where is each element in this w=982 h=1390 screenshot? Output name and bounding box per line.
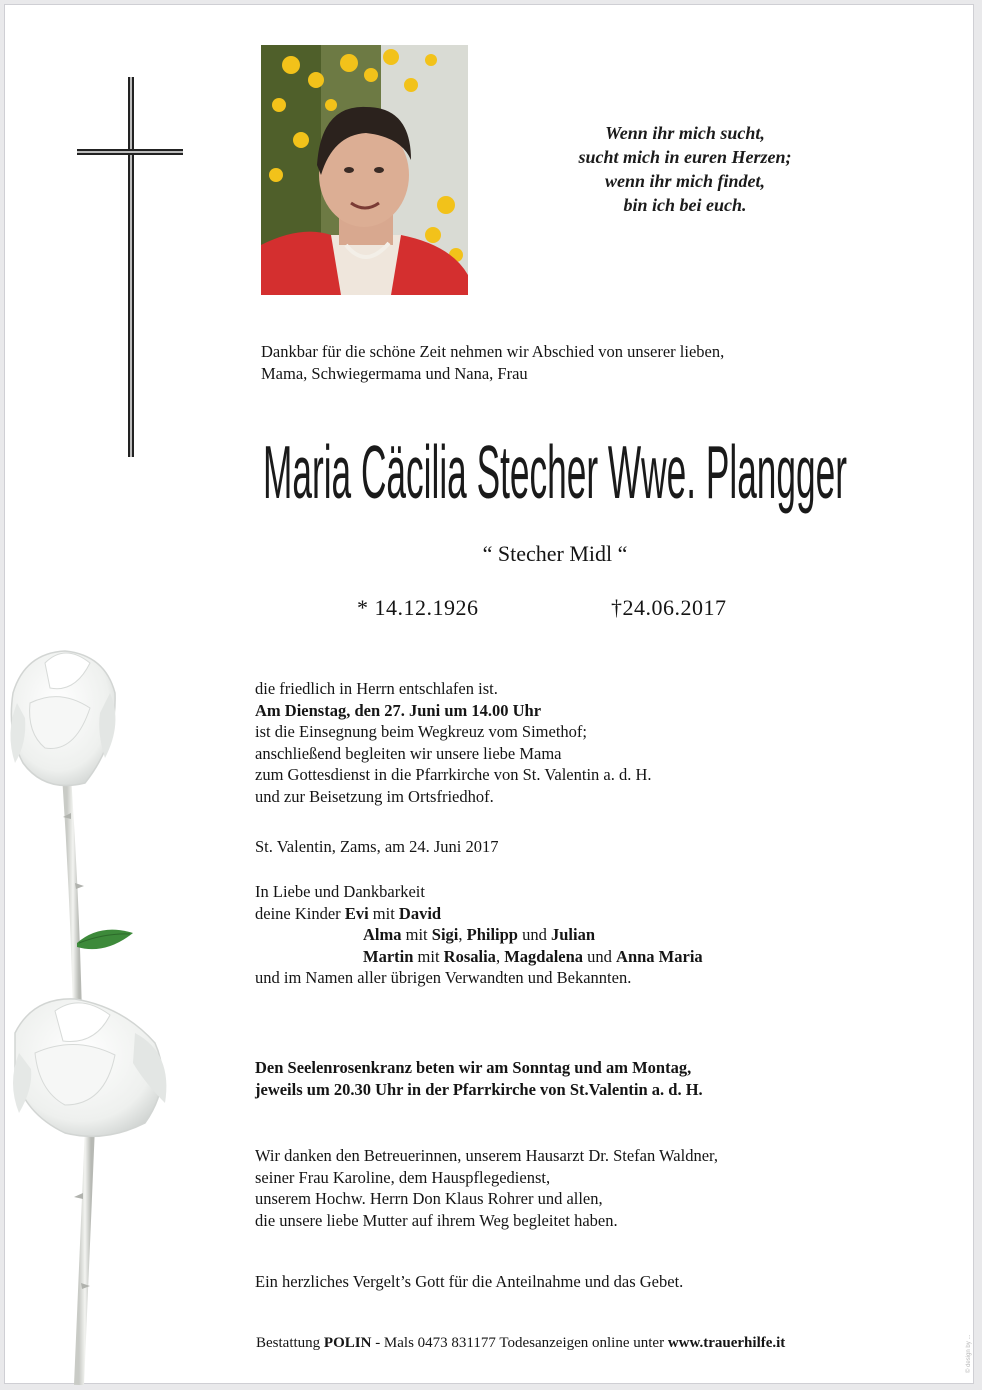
white-roses-decoration [5,633,205,1385]
family-name: Philipp [466,925,518,944]
family-name: Anna Maria [616,946,703,966]
connector: mit [368,903,399,923]
funeral-line: und zur Beisetzung im Ortsfriedhof. [255,786,494,806]
nickname: “ Stecher Midl “ [482,541,628,566]
funeral-date-time: Am Dienstag, den 27. Juni um 14.00 Uhr [255,700,542,720]
family-name: Rosalia [443,946,496,966]
funeral-line: zum Gottesdienst in die Pfarrkirche von St. Valentin a. d. H. [255,765,652,784]
child-name: Alma [363,925,402,944]
deceased-name-block [261,423,851,523]
mourners-list [255,881,703,989]
funeral-line: die friedlich in Herrn entschlafen ist. [255,679,498,698]
connector: mit [413,946,444,966]
cross-vertical-beam [128,77,134,457]
family-name: David [398,903,442,923]
birth-symbol: * [357,595,369,620]
thanks-text [255,1145,718,1231]
connector: , [458,925,467,944]
family-name: Julian [551,925,596,944]
verse-line: bin ich bei euch. [623,195,747,215]
thanks-line: die unsere liebe Mutter auf ihrem Weg begleitet haben. [255,1210,618,1230]
thanks-line: Wir danken den Betreuerinnen, unserem Hausarzt Dr. Stefan Waldner, [255,1146,718,1165]
verse-line: Wenn ihr mich sucht, [605,123,765,143]
connector: mit [401,925,432,944]
funeral-announcement [255,678,652,807]
closing-line: Ein herzliches Vergelt’s Gott für die Anteilnahme und das Gebet. [255,1272,684,1291]
website-link[interactable]: www.trauerhilfe.it [667,1335,786,1351]
mourners-row [255,924,703,946]
thanks-line: unserem Hochw. Herrn Don Klaus Rohrer und allen, [255,1189,603,1208]
connector: und [518,925,551,944]
deceased-name: Maria Cäcilia Stecher Wwe. Plangger [263,431,847,515]
funeral-line: anschließend begleiten wir unsere liebe Mama [255,743,562,763]
family-name: Magdalena [504,946,584,966]
mourners-row [255,946,703,968]
connector: , [495,946,505,966]
rosary-line: jeweils um 20.30 Uhr in der Pfarrkirche von St.Valentin a. d. H. [255,1079,703,1099]
rosary-notice [255,1057,703,1100]
funeral-line: ist die Einsegnung beim Wegkreuz vom Simethof; [255,722,587,741]
rosary-line: Den Seelenrosenkranz beten wir am Sonntag und am Montag, [255,1058,692,1077]
watermark-text: © design by ... [966,1334,972,1373]
footer-prefix: Bestattung [256,1335,324,1351]
death-cross-icon: † [611,595,623,620]
death-date: 24.06.2017 [622,595,727,620]
birth-date-line [357,595,479,621]
place-date: St. Valentin, Zams, am 24. Juni 2017 [255,837,499,856]
family-name: Sigi [431,925,459,944]
intro-line: Dankbar für die schöne Zeit nehmen wir Abschied von unserer lieben, [261,342,725,361]
footer-contact: - Mals 0473 831177 Todesanzeigen online unter [371,1335,668,1351]
mourners-row [255,903,703,925]
mourners-closing: und im Namen aller übrigen Verwandten und Bekannten. [255,968,632,987]
thanks-line: seiner Frau Karoline, dem Hauspflegedienst, [255,1167,551,1187]
mourners-opening: In Liebe und Dankbarkeit [255,882,425,901]
obituary-page [4,4,974,1384]
death-date-line [611,595,727,621]
footer [256,1335,785,1352]
memorial-verse [535,121,835,217]
birth-date: 14.12.1926 [374,595,479,620]
child-name: Evi [344,903,369,923]
intro-text [261,341,724,384]
child-name: Martin [363,946,414,966]
cross-horizontal-beam [77,149,183,155]
connector: und [583,946,617,966]
mourners-prefix: deine Kinder [255,903,345,923]
verse-line: sucht mich in euren Herzen; [578,147,792,167]
intro-line: Mama, Schwiegermama und Nana, Frau [261,363,528,383]
portrait-photo [261,45,468,295]
funeral-home-name: POLIN [323,1335,372,1351]
watermark [963,1235,973,1375]
verse-line: wenn ihr mich findet, [604,171,766,191]
